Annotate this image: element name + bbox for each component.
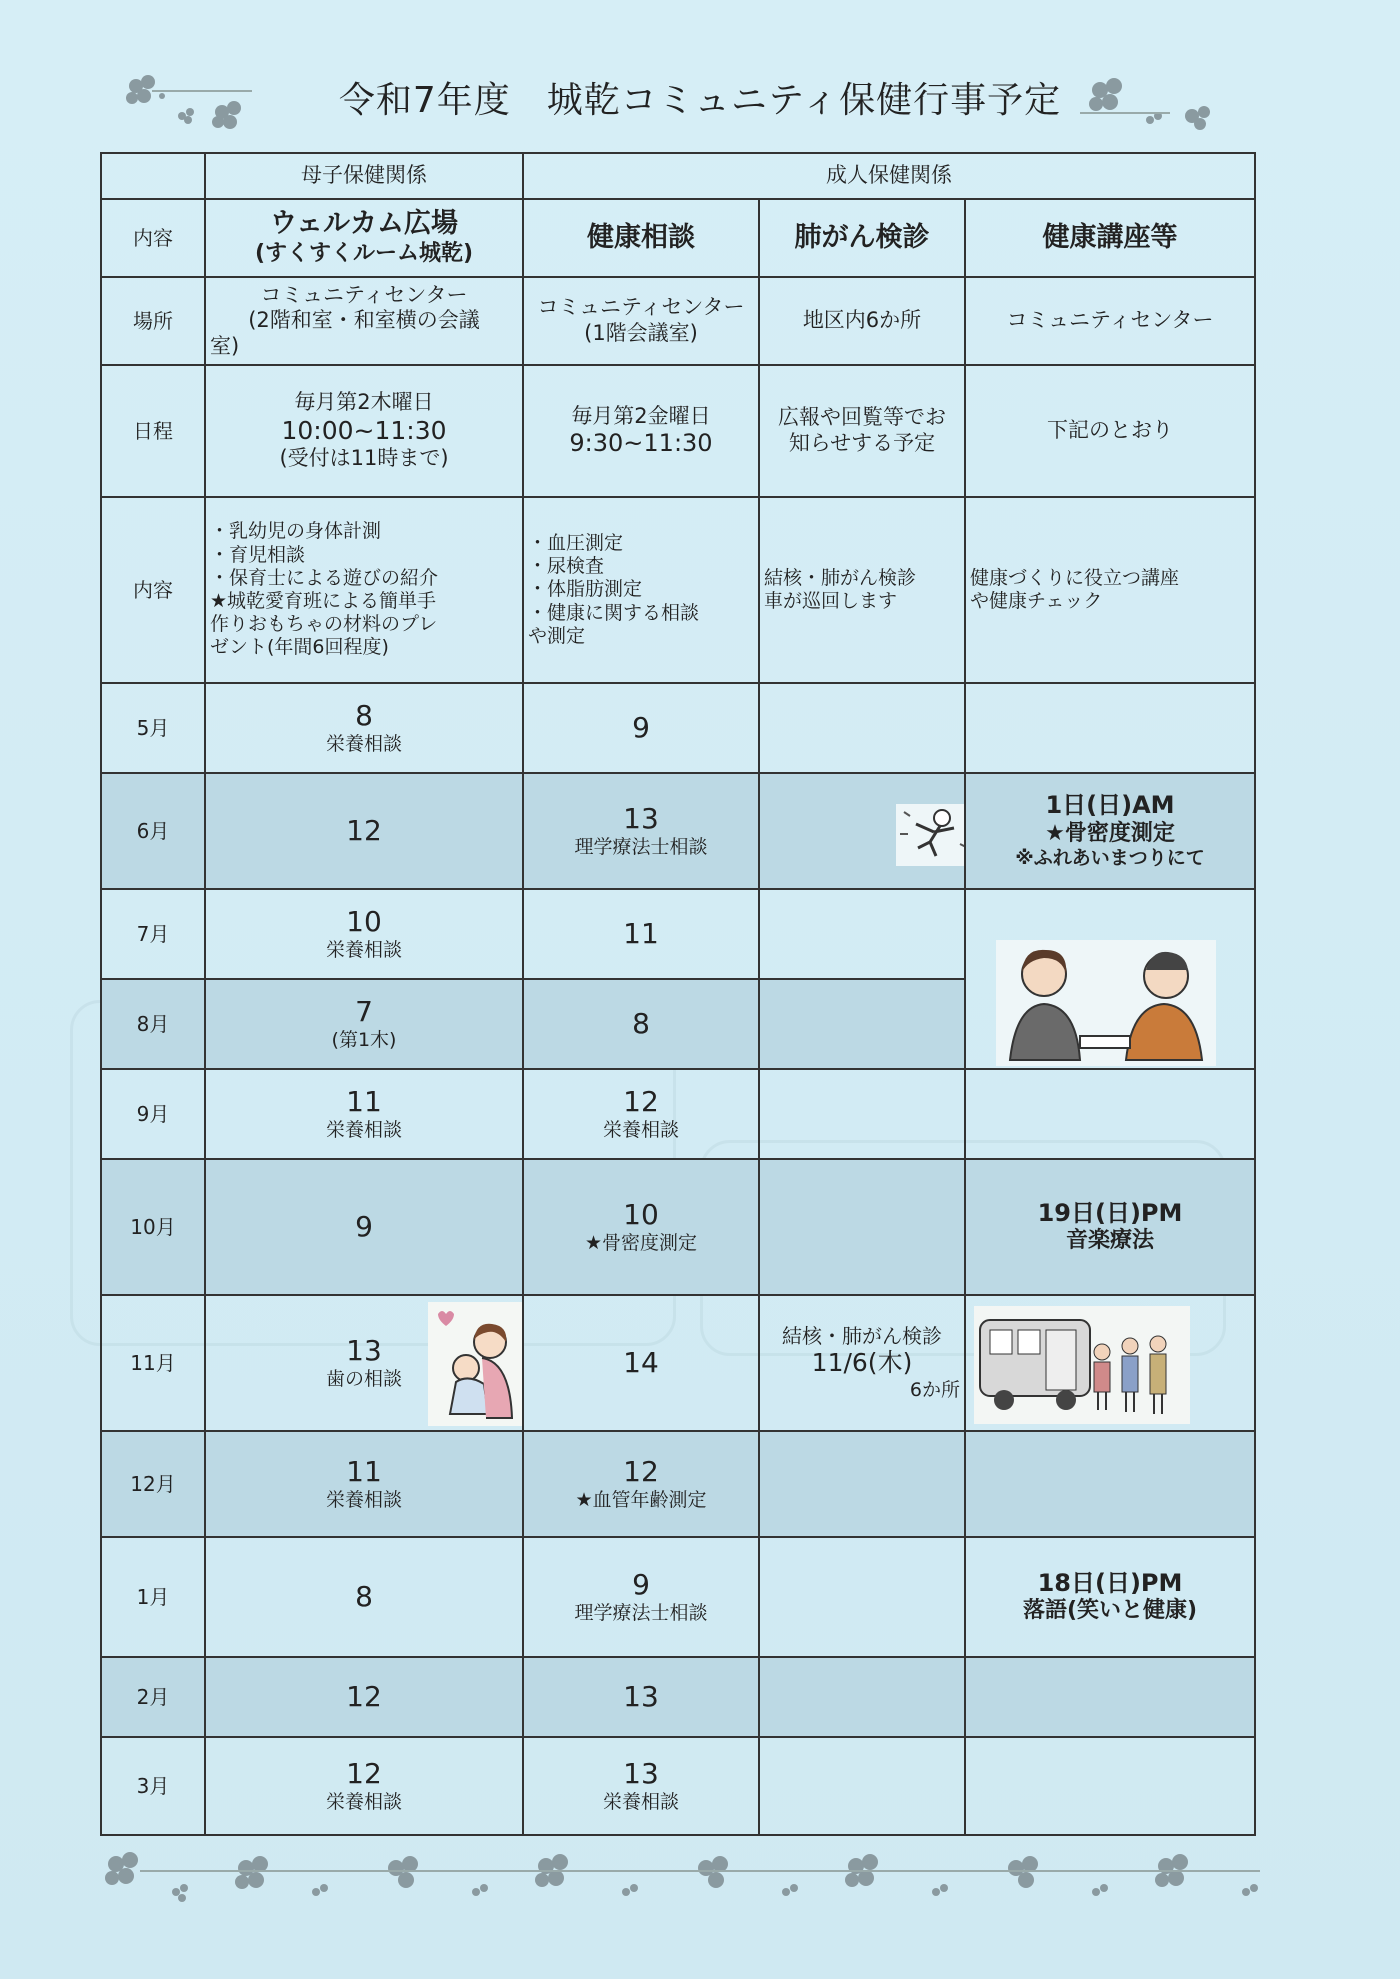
- month-row-may: [101, 683, 1255, 773]
- lecture-cell: [965, 683, 1255, 773]
- consult-date: 8: [523, 979, 759, 1069]
- month-label: 2月: [101, 1657, 205, 1737]
- lung-cell: [759, 1159, 965, 1295]
- welcome-place: コミュニティセンター (2階和室・和室横の会議 室): [205, 277, 523, 365]
- month-label: 5月: [101, 683, 205, 773]
- header-maternal: 母子保健関係: [205, 153, 523, 199]
- month-row-mar: [101, 1737, 1255, 1835]
- consult-date: 13 理学療法士相談: [523, 773, 759, 889]
- welcome-date: 9: [205, 1159, 523, 1295]
- lecture-schedule: 下記のとおり: [965, 365, 1255, 497]
- month-row-nov: [101, 1295, 1255, 1431]
- runner-illustration: [896, 804, 965, 866]
- consult-date: 9: [523, 683, 759, 773]
- lung-schedule: 広報や回覧等でお 知らせする予定: [759, 365, 965, 497]
- month-label: 10月: [101, 1159, 205, 1295]
- consult-date: 11: [523, 889, 759, 979]
- lung-cell: [759, 1537, 965, 1657]
- row-content: [101, 199, 1255, 277]
- lung-cell: [759, 1431, 965, 1537]
- month-label: 9月: [101, 1069, 205, 1159]
- consult-details: ・血圧測定 ・尿検査 ・体脂肪測定 ・健康に関する相談 や測定: [523, 497, 759, 683]
- welcome-date: 11 栄養相談: [205, 1069, 523, 1159]
- consult-title: 健康相談: [523, 199, 759, 277]
- lecture-cell: [965, 1295, 1255, 1431]
- month-row-jan: [101, 1537, 1255, 1657]
- month-label: 7月: [101, 889, 205, 979]
- consult-date: 13 栄養相談: [523, 1737, 759, 1835]
- welcome-date: 8: [205, 1537, 523, 1657]
- header-corner: [101, 153, 205, 199]
- row-label: 内容: [101, 199, 205, 277]
- consult-date: 12 ★血管年齢測定: [523, 1431, 759, 1537]
- consult-schedule: 毎月第2金曜日 9:30~11:30: [523, 365, 759, 497]
- month-label: 1月: [101, 1537, 205, 1657]
- month-label: 11月: [101, 1295, 205, 1431]
- month-label: 6月: [101, 773, 205, 889]
- title-text: 城乾コミュニティ保健行事予定: [546, 80, 1062, 121]
- consult-place: コミュニティセンター (1階会議室): [523, 277, 759, 365]
- welcome-date: 12: [205, 1657, 523, 1737]
- consult-date: 10 ★骨密度測定: [523, 1159, 759, 1295]
- welcome-date: 12 栄養相談: [205, 1737, 523, 1835]
- row-schedule: [101, 365, 1255, 497]
- month-row-feb: [101, 1657, 1255, 1737]
- lecture-title: 健康講座等: [965, 199, 1255, 277]
- month-row-sep: [101, 1069, 1255, 1159]
- consult-date: 12 栄養相談: [523, 1069, 759, 1159]
- welcome-date: 7 (第1木): [205, 979, 523, 1069]
- consult-date: 9 理学療法士相談: [523, 1537, 759, 1657]
- lung-title: 肺がん検診: [759, 199, 965, 277]
- page-title: [0, 72, 1400, 123]
- month-row-dec: [101, 1431, 1255, 1537]
- title-year: 令和7年度: [338, 80, 511, 121]
- lung-cell: [759, 683, 965, 773]
- row-place: [101, 277, 1255, 365]
- lung-details: 結核・肺がん検診 車が巡回します: [759, 497, 965, 683]
- lung-place: 地区内6か所: [759, 277, 965, 365]
- lecture-event-jun: 1日(日)AM ★骨密度測定 ※ふれあいまつりにて: [965, 773, 1255, 889]
- consultation-illustration: [996, 940, 1216, 1066]
- consult-date: 13: [523, 1657, 759, 1737]
- row-label: 場所: [101, 277, 205, 365]
- month-row-oct: [101, 1159, 1255, 1295]
- lung-cell: [759, 1737, 965, 1835]
- welcome-date: 10 栄養相談: [205, 889, 523, 979]
- lecture-cell: [965, 1069, 1255, 1159]
- welcome-date: 12: [205, 773, 523, 889]
- clover-border-bottom: [100, 1848, 1300, 1908]
- lecture-cell: [965, 1657, 1255, 1737]
- row-label: 内容: [101, 497, 205, 683]
- lecture-cell: [965, 1737, 1255, 1835]
- lecture-event-jan: 18日(日)PM 落語(笑いと健康): [965, 1537, 1255, 1657]
- lung-cell: [759, 979, 965, 1069]
- welcome-date: 8 栄養相談: [205, 683, 523, 773]
- lung-nov: 結核・肺がん検診 11/6(木) 6か所: [759, 1295, 965, 1431]
- lecture-cell: [965, 1431, 1255, 1537]
- header-adult: 成人保健関係: [523, 153, 1255, 199]
- lecture-details: 健康づくりに役立つ講座 や健康チェック: [965, 497, 1255, 683]
- lecture-place: コミュニティセンター: [965, 277, 1255, 365]
- lecture-cell: [965, 889, 1255, 1069]
- lung-cell: [759, 1657, 965, 1737]
- lung-cell: [759, 773, 965, 889]
- lung-cell: [759, 889, 965, 979]
- month-label: 8月: [101, 979, 205, 1069]
- row-details: [101, 497, 1255, 683]
- consult-date: 14: [523, 1295, 759, 1431]
- month-row-jun: [101, 773, 1255, 889]
- welcome-details: ・乳幼児の身体計測 ・育児相談 ・保育士による遊びの紹介 ★城乾愛育班による簡単手 作りおもちゃの材料のプレ ゼント(年間6回程度): [205, 497, 523, 683]
- lung-cell: [759, 1069, 965, 1159]
- month-label: 12月: [101, 1431, 205, 1537]
- row-label: 日程: [101, 365, 205, 497]
- lecture-event-oct: 19日(日)PM 音楽療法: [965, 1159, 1255, 1295]
- welcome-date: 11 栄養相談: [205, 1431, 523, 1537]
- welcome-schedule: 毎月第2木曜日 10:00~11:30 (受付は11時まで): [205, 365, 523, 497]
- header-row: [101, 153, 1255, 199]
- month-label: 3月: [101, 1737, 205, 1835]
- bus-illustration: [974, 1306, 1190, 1424]
- schedule-table: [100, 152, 1256, 1836]
- mother-baby-illustration: [428, 1302, 522, 1426]
- month-row-jul: [101, 889, 1255, 979]
- welcome-title: ウェルカム広場 (すくすくルーム城乾): [205, 199, 523, 277]
- welcome-date: 13 歯の相談: [205, 1295, 523, 1431]
